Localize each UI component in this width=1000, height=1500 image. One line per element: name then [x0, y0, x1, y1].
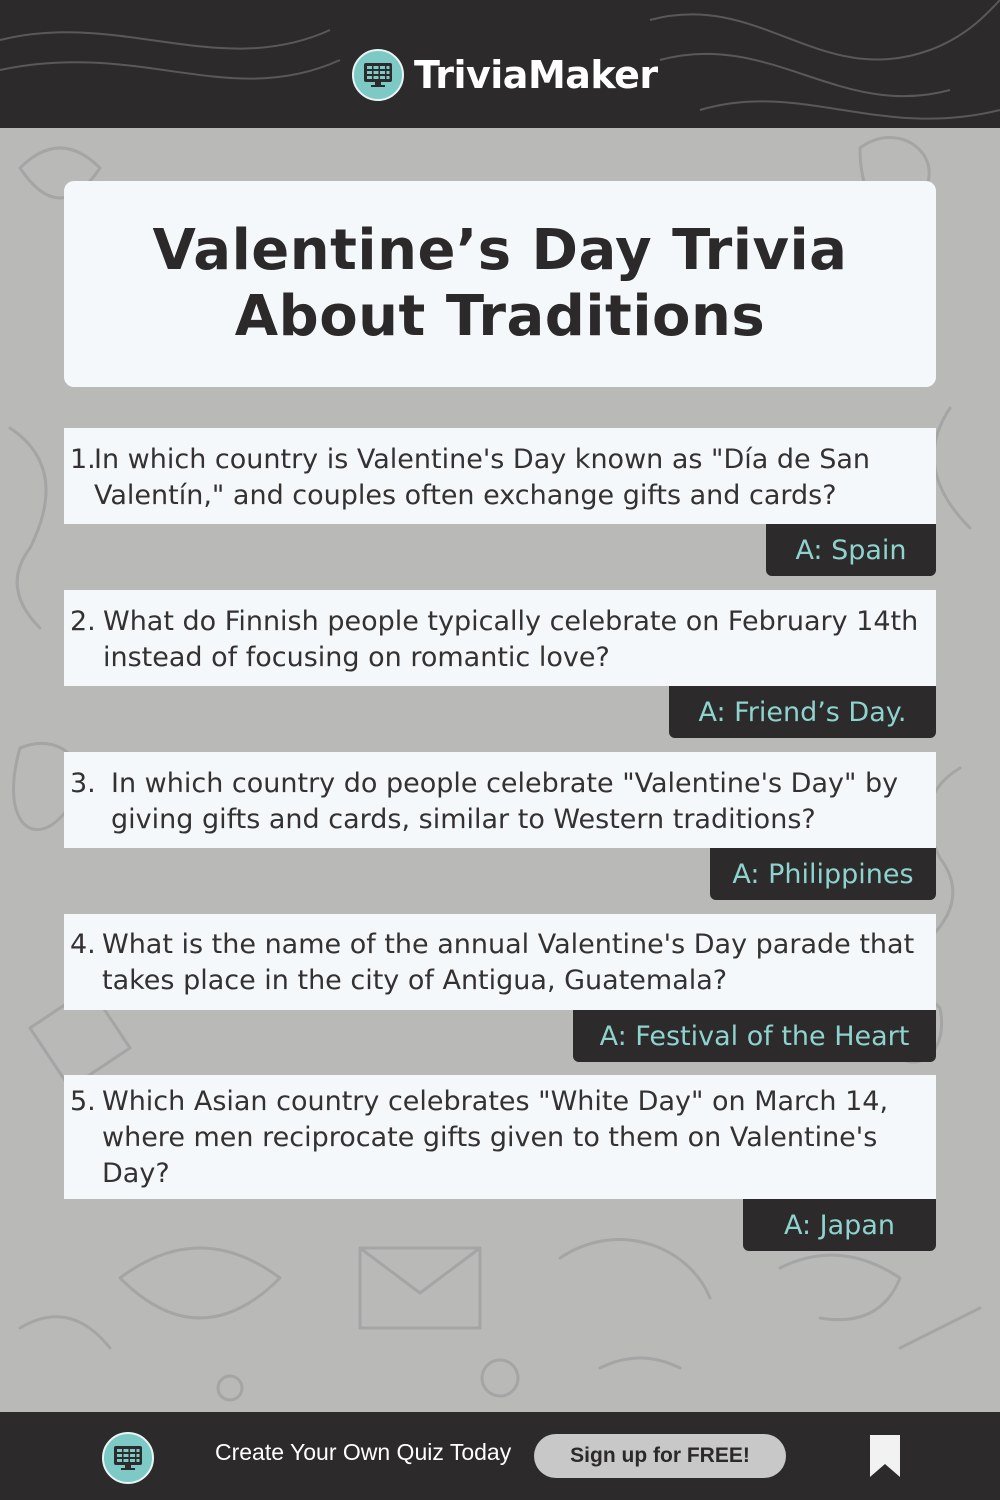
- title-line-1: Valentine’s Day Trivia: [152, 218, 848, 283]
- question-text: [102, 1084, 930, 1192]
- question-line: In which country do people celebrate "Valentine's Day" by: [111, 768, 899, 799]
- question-number: 1.: [70, 444, 96, 475]
- question-line: In which country is Valentine's Day known as "Día de San: [94, 444, 871, 475]
- question-line: What do Finnish people typically celebrate on February 14th: [103, 606, 919, 637]
- question-line: takes place in the city of Antigua, Guatemala?: [102, 965, 728, 996]
- question-line: instead of focusing on romantic love?: [103, 642, 610, 673]
- title-card: [64, 181, 936, 387]
- question-text: [103, 604, 930, 676]
- brand-name: TriviaMaker: [414, 53, 658, 97]
- question-5: [64, 1075, 936, 1199]
- question-4: [64, 914, 936, 1010]
- answer-1: A: Spain: [766, 524, 936, 576]
- question-text: [94, 442, 930, 514]
- title-line-2: About Traditions: [234, 284, 766, 349]
- answer-2: A: Friend’s Day.: [669, 686, 936, 738]
- question-line: What is the name of the annual Valentine's Day parade that: [102, 929, 915, 960]
- question-text: [111, 766, 930, 838]
- footer: [0, 1412, 1000, 1500]
- answer-5: A: Japan: [743, 1199, 936, 1251]
- question-number: 2.: [70, 606, 96, 637]
- signup-button[interactable]: Sign up for FREE!: [534, 1434, 786, 1478]
- question-line: Valentín," and couples often exchange gifts and cards?: [94, 480, 837, 511]
- header: [0, 0, 1000, 128]
- question-line: Day?: [102, 1158, 170, 1189]
- bookmark-icon[interactable]: [869, 1434, 901, 1478]
- question-text: [102, 927, 930, 999]
- page-title: [153, 218, 848, 350]
- answer-4: A: Festival of the Heart: [573, 1010, 936, 1062]
- monitor-grid-icon[interactable]: [102, 1432, 154, 1484]
- question-3: [64, 752, 936, 848]
- question-line: where men reciprocate gifts given to them on Valentine's: [102, 1122, 878, 1153]
- question-1: [64, 428, 936, 524]
- question-2: [64, 590, 936, 686]
- question-line: Which Asian country celebrates "White Day" on March 14,: [102, 1086, 889, 1117]
- monitor-grid-icon: [352, 49, 404, 101]
- footer-cta-text: Create Your Own Quiz Today: [215, 1439, 512, 1465]
- question-number: 5.: [70, 1086, 96, 1117]
- question-number: 3.: [70, 768, 96, 799]
- question-line: giving gifts and cards, similar to Western traditions?: [111, 804, 816, 835]
- question-number: 4.: [70, 929, 96, 960]
- brand-logo[interactable]: [352, 48, 658, 102]
- answer-3: A: Philippines: [710, 848, 936, 900]
